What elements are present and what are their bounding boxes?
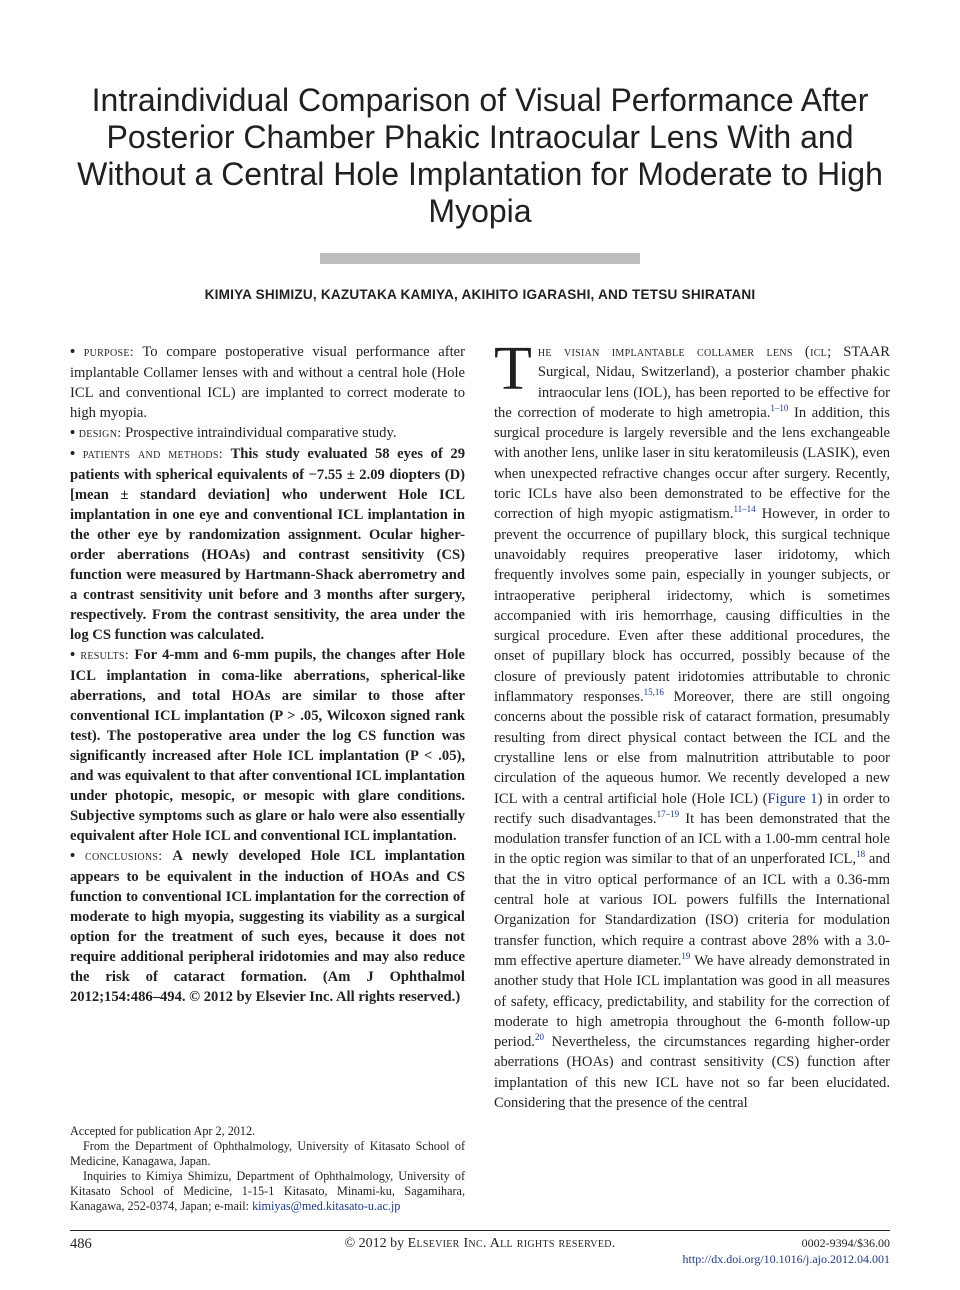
body-text <box>494 335 891 1113</box>
body-segment-5: ) in order to rectify such disadvantages. <box>494 790 890 827</box>
body-segment-6: It has been demonstrated that the modulation transfer function of an ICL with a 1.00-mm central hole in the optic region was similar to that of an unperforated ICL, <box>494 810 891 868</box>
inquiries-note <box>70 1169 465 1214</box>
drop-cap: T <box>494 335 532 403</box>
abstract-results: • results: For 4-mm and 6-mm pupils, the changes after Hole ICL implantation in coma-like aberrations, spherical-like aberrations, and total HOAs are similar to those after conventional ICL implantation (P > .05, Wilcoxon signed rank test). The postoperative area under the log CS function was significantly increased after Hole ICL implantation (P < .05), and was equivalent to that after conventional ICL implantation under photopic, mesopic, or mesopic with glare conditions. Subjective symptoms such as glare or halo were also essentially equivalent after Hole ICL and conventional ICL implantation. <box>70 647 466 844</box>
body-segment-8: We have already demonstrated in another study that Hole ICL implantation was good in all measures of safety, efficacy, predictability, and stability for the correction of moderate to high ametropia throughout the 6-month follow-up period. <box>494 952 890 1051</box>
page-number: 486 <box>70 1236 92 1252</box>
copyright-year: © 2012 by <box>344 1236 405 1251</box>
doi-link[interactable]: http://dx.doi.org/10.1016/j.ajo.2012.04.001 <box>682 1252 890 1266</box>
abstract-design: • design: Prospective intraindividual comparative study. <box>70 425 397 441</box>
reference-link[interactable]: 15,16 <box>643 687 664 698</box>
author-list: KIMIYA SHIMIZU, KAZUTAKA KAMIYA, AKIHITO IGARASHI, AND TETSU SHIRATANI <box>204 287 756 302</box>
inquiries-text: Inquiries to Kimiya Shimizu, Department of Ophthalmology, University of Kitasato School of Medicine, 1-15-1 Kitasato, Minami-ku, Sagamihara, Kanagawa, 252-0374, Japan; e-mail: <box>70 1169 465 1213</box>
methods-text: This study evaluated 58 eyes of 29 patients with spherical equivalents of −7.55 ± 2.09 diopters (D) [mean ± standard deviation] who underwent Hole ICL implantation in one eye and conventional ICL implantation in the other eye by randomization assignment. Ocular higher-order aberrations (HOAs) and contrast sensitivity (CS) function were measured by Hartmann-Shack aberrometry and a contrast sensitivity unit before and 3 months after surgery, respectively. From the contrast sensitivity, the area under the log CS function was calculated. <box>70 446 465 643</box>
intro-paragraph <box>494 335 891 1113</box>
design-label: design: <box>78 426 122 441</box>
article-title: Intraindividual Comparison of Visual Performance After Posterior Chamber Phakic Intraocular Lens With and Without a Central Hole Implantation for Moderate to High Myopia <box>77 82 883 229</box>
email-link[interactable]: kimiyas@med.kitasato-u.ac.jp <box>252 1199 401 1213</box>
accepted-note: Accepted for publication Apr 2, 2012. <box>70 1124 256 1138</box>
journal-citation: (Am J Ophthalmol 2012;154:486–494. © 2012 by Elsevier Inc. All rights reserved.) <box>70 969 465 1005</box>
methods-label: patients and methods: <box>82 447 223 462</box>
body-segment-7: and that the in vitro optical performance of an ICL with a 0.36-mm central hole at various IOL powers fulfills the International Organization for Standardization (ISO) criteria for modulation transfer function, which require a contrast above 28% with a 3.0-mm effective aperture diameter. <box>494 851 890 969</box>
body-segment-2: In addition, this surgical procedure is largely reversible and the lens exchangeable with another lens, unlike laser in situ keratomileusis (LASIK), even when unexpected refractive changes occur after surgery. Recently, toric ICLs have also been demonstrated to be effective for the correction of high myopic astigmatism. <box>494 404 890 523</box>
abstract-conclusions: • conclusions: A newly developed Hole ICL implantation appears to be equivalent in the induction of HOAs and CS function to conventional ICL implantation for the correction of moderate to high myopia, suggesting its viability as a surgical option for the treatment of such eyes, because it does not require additional peripheral iridotomies and may also reduce the risk of cataract formation. (Am J Ophthalmol 2012;154:486–494. © 2012 by Elsevier Inc. All rights reserved.) <box>70 848 465 1005</box>
figure-link[interactable]: Figure 1 <box>767 790 818 807</box>
abstract <box>70 342 465 1007</box>
copyright-holder: Elsevier Inc. All rights reserved. <box>407 1236 616 1251</box>
reference-link[interactable]: 11–14 <box>733 504 756 515</box>
purpose-label: purpose: <box>83 345 134 360</box>
reference-link[interactable]: 19 <box>681 950 691 961</box>
reference-link[interactable]: 18 <box>856 849 866 860</box>
footnotes <box>70 1124 465 1214</box>
affiliation-note: From the Department of Ophthalmology, University of Kitasato School of Medicine, Kanagawa, Japan. <box>70 1139 465 1168</box>
body-segment-9: Nevertheless, the circumstances regarding higher-order aberrations (HOAs) and contrast sensitivity (CS) function after implantation of this new ICL have not so far been elucidated. Considering that the presence of the central <box>494 1034 890 1111</box>
reference-link[interactable]: 1–10 <box>770 402 789 413</box>
copyright-line <box>300 1236 660 1252</box>
purpose-text: To compare postoperative visual performance after implantable Collamer lenses with and without a central hole (Hole ICL and conventional ICL) are implanted to correct moderate to high myopia. <box>70 344 465 421</box>
reference-link[interactable]: 20 <box>534 1032 544 1043</box>
results-label: results: <box>80 648 130 663</box>
footer-divider <box>70 1230 890 1231</box>
conclusions-label: conclusions: <box>84 849 163 864</box>
reference-link[interactable]: 17–19 <box>656 808 680 819</box>
abstract-purpose: • purpose: To compare postoperative visual performance after implantable Collamer lenses with and without a central hole (Hole ICL and conventional ICL) are implanted to correct moderate to high myopia. <box>70 344 465 421</box>
body-segment-3: However, in order to prevent the occurrence of pupillary block, this surgical technique unavoidably requires preoperative laser iridotomy, which frequently involves some pain, especially in younger subjects, or intraoperative peripheral iridectomy, which is sometimes accompanied with iris hemorrhage, causing difficulties in the surgical procedure. Even after these additional procedures, the onset of pupillary block has occurred, possibly because of the closure of previously patent iridotomies attributable to chronic inflammatory responses. <box>494 506 890 706</box>
results-text: For 4-mm and 6-mm pupils, the changes after Hole ICL implantation in coma-like aberrations, spherical-like aberrations, and total HOAs are similar to those after conventional ICL implantation (P > .05, Wilcoxon signed rank test). The postoperative area under the log CS function was significantly increased after Hole ICL implantation (P < .05), and was equivalent to that after conventional ICL implantation under photopic, mesopic, or mesopic with glare conditions. Subjective symptoms such as glare or halo were also essentially equivalent after Hole ICL and conventional ICL implantation. <box>70 647 466 844</box>
body-segment-1: STAAR Surgical, Nidau, Switzerland), a posterior chamber phakic intraocular lens (IOL), has been reported to be effective for the correction of moderate to high ametropia. <box>494 344 890 421</box>
body-segment-4: Moreover, there are still ongoing concerns about the possible risk of cataract formation, presumably resulting from direct physical contact between the ICL and the crystalline lens or else from malnutrition attributable to poor circulation of the aqueous humor. We recently developed a new ICL with a central artificial hole (Hole ICL) ( <box>494 689 890 807</box>
lead-in: he visian implantable collamer lens (icl; <box>537 344 832 360</box>
issn-price: 0002-9394/$36.00 <box>801 1236 890 1250</box>
conclusions-text: A newly developed Hole ICL implantation appears to be equivalent in the induction of HOAs and CS function to conventional ICL implantation for the correction of moderate to high myopia, suggesting its viability as a surgical option for the treatment of such eyes, because it does not require additional peripheral iridotomies and may also reduce the risk of cataract formation. <box>70 848 465 985</box>
abstract-methods: • patients and methods: This study evaluated 58 eyes of 29 patients with spherical equivalents of −7.55 ± 2.09 diopters (D) [mean ± standard deviation] who underwent Hole ICL implantation in one eye and conventional ICL implantation in the other eye by randomization assignment. Ocular higher-order aberrations (HOAs) and contrast sensitivity (CS) function were measured by Hartmann-Shack aberrometry and a contrast sensitivity unit before and 3 months after surgery, respectively. From the contrast sensitivity, the area under the log CS function was calculated. <box>70 446 465 643</box>
title-divider <box>320 253 640 264</box>
design-text: Prospective intraindividual comparative study. <box>125 425 397 441</box>
